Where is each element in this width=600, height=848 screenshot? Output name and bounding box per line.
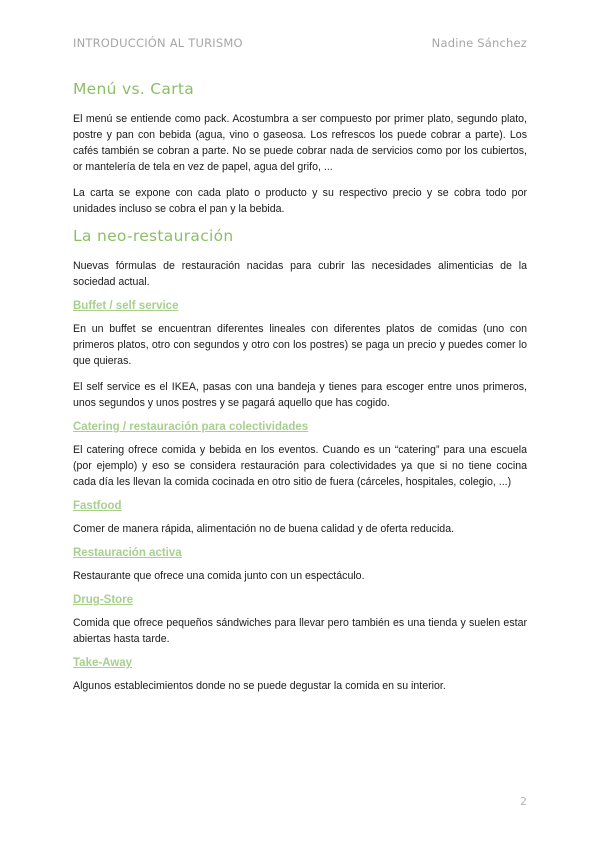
- paragraph-restauracion-activa: Restaurante que ofrece una comida junto con un espectáculo.: [73, 570, 365, 582]
- paragraph-take-away: Algunos establecimientos donde no se puede degustar la comida en su interior.: [73, 680, 446, 692]
- subheading-catering: Catering / restauración para colectividades: [73, 421, 309, 433]
- subheading-restauracion-activa: Restauración activa: [73, 547, 182, 559]
- paragraph-self-service: El self service es el IKEA, pasas con una bandeja y tienes para escoger entre unos primeros, unos segundos y unos postres y se pagará aquello que has cogido.: [73, 381, 527, 409]
- page-header: [73, 36, 527, 52]
- header-title: INTRODUCCIÓN AL TURISMO: [73, 36, 243, 50]
- paragraph-drug-store: Comida que ofrece pequeños sándwiches para llevar pero también es una tienda y suelen estar abiertas hasta tarde.: [73, 617, 527, 645]
- heading-neo-restauracion: La neo-restauración: [73, 227, 234, 245]
- heading-menu-vs-carta: Menú vs. Carta: [73, 80, 195, 98]
- subheading-take-away: Take-Away: [73, 657, 133, 669]
- subheading-fastfood: Fastfood: [73, 500, 122, 512]
- paragraph-fastfood: Comer de manera rápida, alimentación no de buena calidad y de oferta reducida.: [73, 523, 455, 535]
- paragraph-menu: El menú se entiende como pack. Acostumbra a ser compuesto por primer plato, segundo plato, postre y pan con bebida (agua, vino o gaseosa. Los refrescos los puede cobrar a parte). Los cafés también se cobran a parte. No se puede cobrar nada de servicios como por los cubiertos, or mantelería de tela en vez de papel, agua del grifo, ...: [73, 113, 527, 173]
- document-body: [73, 80, 527, 704]
- page-number: 2: [520, 795, 527, 808]
- paragraph-buffet: En un buffet se encuentran diferentes lineales con diferentes platos de comidas (uno con primeros platos, otro con segundos y otro con los postres) se paga un precio y puedes comer lo que quieras.: [73, 323, 527, 367]
- subheading-drug-store: Drug-Store: [73, 594, 134, 606]
- subheading-buffet: Buffet / self service: [73, 300, 179, 312]
- paragraph-neo-intro: Nuevas fórmulas de restauración nacidas para cubrir las necesidades alimenticias de la sociedad actual.: [73, 260, 527, 288]
- header-author: Nadine Sánchez: [431, 36, 527, 50]
- paragraph-carta: La carta se expone con cada plato o producto y su respectivo precio y se cobra todo por unidades incluso se cobra el pan y la bebida.: [73, 187, 527, 215]
- paragraph-catering: El catering ofrece comida y bebida en los eventos. Cuando es un “catering” para una escuela (por ejemplo) y eso se considera restauración para colectividades ya que si no tiene cocina cada día les llevan la comida cocinada en otro sitio de fuera (cárceles, hospitales, colegio, ...): [73, 444, 527, 488]
